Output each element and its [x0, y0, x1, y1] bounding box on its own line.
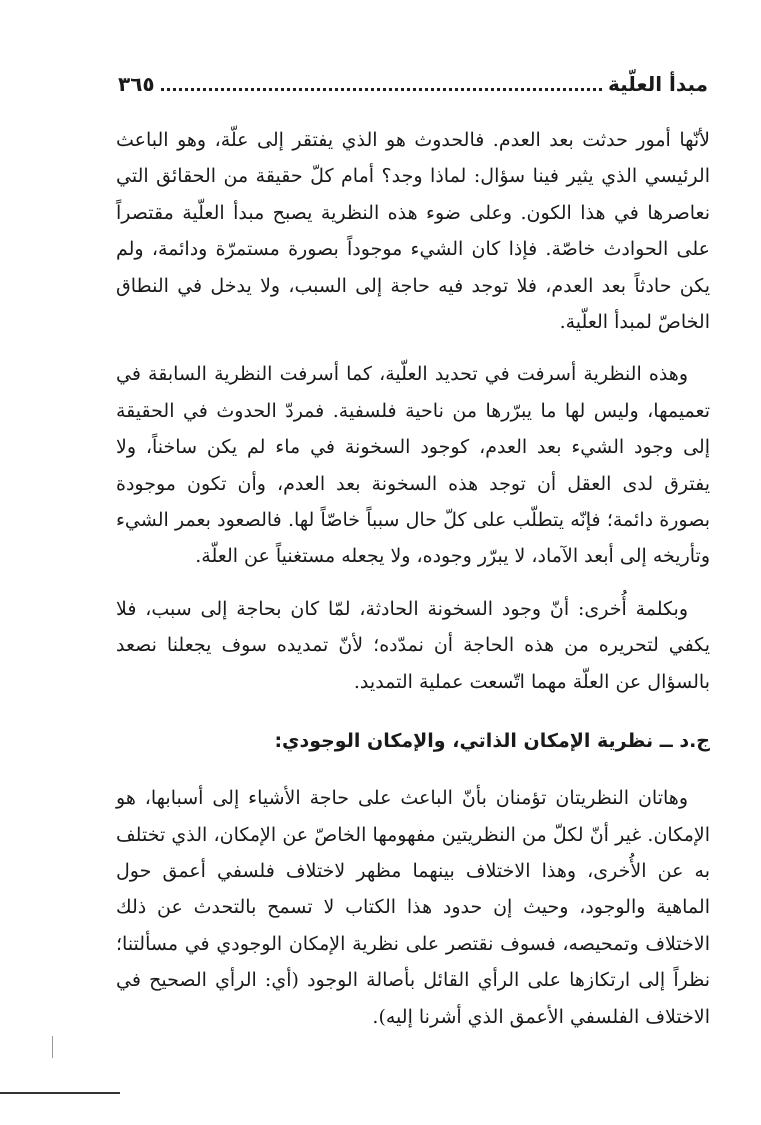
- scan-edge-mark: [52, 1036, 53, 1058]
- section-paragraph: وهاتان النظريتان تؤمنان بأنّ الباعث على حاجة الأشياء إلى أسبابها، هو الإمكان. غير أنّ لكلّ من النظريتين مفهومها الخاصّ عن الإمكان، الذي تختلف به عن الأُخرى، وهذا الاختلاف بينهما مظهر لاختلاف فلسفي أعمق حول الماهية والوجود، وحيث إن حدود هذا الكتاب لا تسمح بالتحدث عن ذلك الاختلاف وتمحيصه، فسوف نقتصر على نظرية الإمكان الوجودي في مسألتنا؛ نظراً إلى ارتكازها على الرأي القائل بأصالة الوجود (أي: الرأي الصحيح في الاختلاف الفلسفي الأعمق الذي أشرنا إليه).: [116, 787, 710, 1028]
- running-title: مبدأ العلّية: [607, 72, 708, 96]
- section-heading: ج.د ــ نظرية الإمكان الذاتي، والإمكان الوجودي:: [274, 730, 710, 753]
- paragraph-3: وبكلمة أُخرى: أنّ وجود السخونة الحادثة، لمّا كان بحاجة إلى سبب، فلا يكفي لتحريره من هذه الحاجة أن نمدّده؛ لأنّ تمديده سوف يجعلنا نصعد بالسؤال عن العلّة مهما اتّسعت عملية التمديد.: [116, 597, 710, 693]
- page-header: [118, 62, 708, 98]
- paragraph-1: لأنّها أمور حدثت بعد العدم. فالحدوث هو الذي يفتقر إلى علّة، وهو الباعث الرئيسي الذي يثير فينا سؤال: لماذا وجد؟ أمام كلّ حقيقة من الحقائق التي نعاصرها في هذا الكون. وعلى ضوء هذه النظرية يصبح مبدأ العلّية مقتصراً على الحوادث خاصّة. فإذا كان الشيء موجوداً بصورة مستمرّة ودائمة، ولم يكن حادثاً بعد العدم، فلا توجد فيه حاجة إلى السبب، ولا يدخل في النطاق الخاصّ لمبدأ العلّية.: [116, 129, 710, 334]
- dotted-leader: [161, 87, 602, 91]
- main-text: [116, 122, 710, 1035]
- paragraph-2: وهذه النظرية أسرفت في تحديد العلّية، كما أسرفت النظرية السابقة في تعميمها، وليس لها ما يبرّرها من ناحية فلسفية. فمردّ الحدوث في الحقيقة إلى وجود الشيء بعد العدم، كوجود السخونة في ماء لم يكن ساخناً، ولا يفترق لدى العقل أن توجد هذه السخونة بعد العدم، وأن تكون موجودة بصورة دائمة؛ فإنّه يتطلّب على كلّ حال سبباً خاصّاً لها. فالصعود بعمر الشيء وتأريخه إلى أبعد الآماد، لا يبرّر وجوده، ولا يجعله مستغنياً عن العلّة.: [116, 363, 710, 568]
- page-number: ٣٦٥: [118, 72, 155, 96]
- footnote-rule: [0, 1092, 120, 1094]
